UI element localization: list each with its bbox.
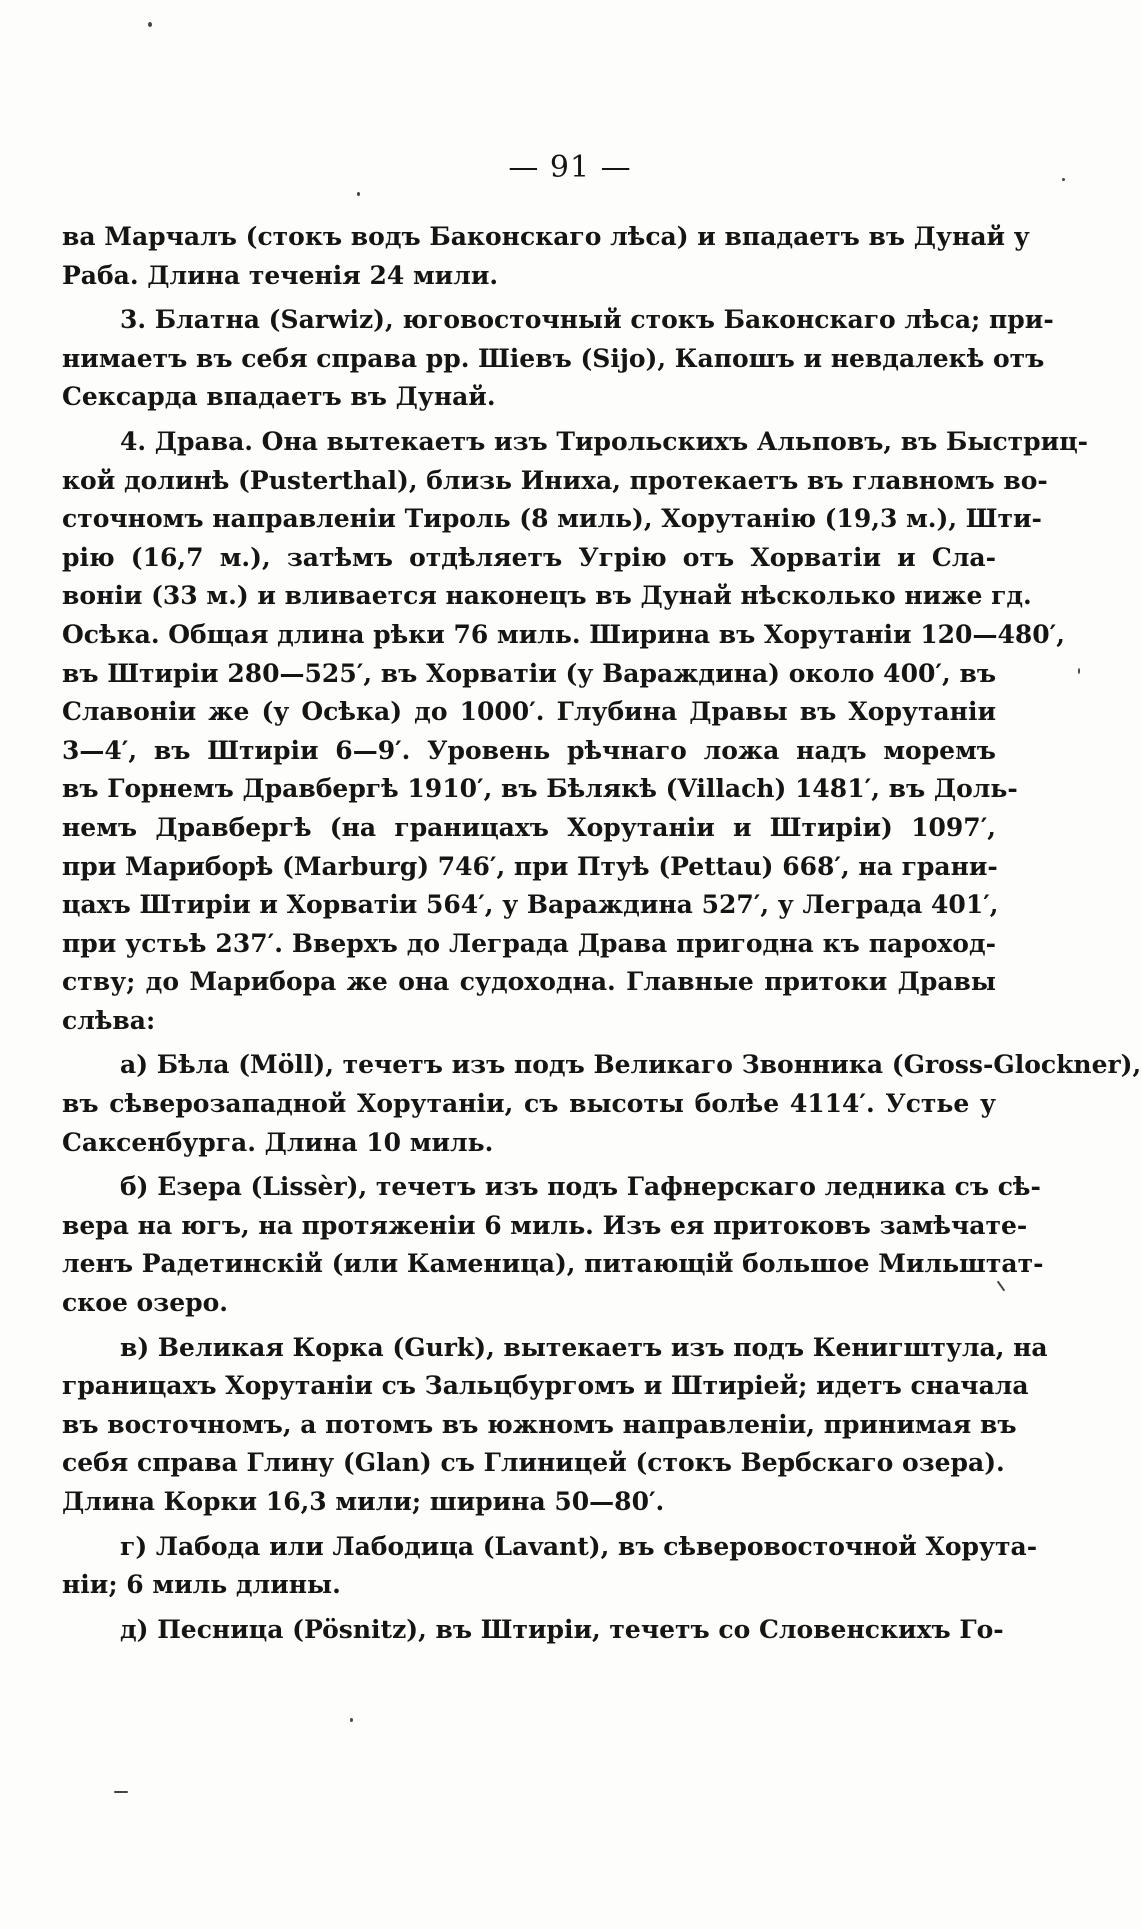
scan-speck [997,1281,1006,1292]
text-line: 4. Драва. Она вытекаетъ изъ Тирольскихъ Альповъ, въ Быстриц- [120,426,1089,456]
text-line: ству; до Марибора же она судоходна. Главные притоки Дравы [62,967,996,997]
text-line: цахъ Штиріи и Хорватіи 564′, у Вараждина 527′, у Леграда 401′, [62,890,999,920]
text-line: в) Великая Корка (Gurk), вытекаетъ изъ подъ Кенигштула, на [120,1332,1048,1362]
text-line: 3—4′, въ Штиріи 6—9′. Уровень рѣчнаго ложа надъ моремъ [62,735,996,765]
paragraph-pesnitsa [62,1611,1004,1650]
text-line: кой долинѣ (Pusterthal), близь Иниха, протекаетъ въ главномъ во- [62,465,1048,495]
text-line: Осѣка. Общая длина рѣки 76 миль. Ширина въ Хорутаніи 120—480′, [62,619,1065,649]
scan-speck [1062,178,1065,181]
text-line: Саксенбурга. Длина 10 миль. [62,1127,494,1157]
text-line: Сексарда впадаетъ въ Дунай. [62,382,496,412]
text-line: ніи; 6 миль длины. [62,1570,341,1600]
text-line: при Мариборѣ (Marburg) 746′, при Птуѣ (Pettau) 668′, на грани- [62,851,998,881]
text-line: границахъ Хорутаніи съ Зальцбургомъ и Штиріей; идетъ сначала [62,1371,1029,1401]
text-line: Славоніи же (у Осѣка) до 1000′. Глубина Дравы въ Хорутаніи [62,697,996,727]
text-line: нимаетъ въ себя справа рр. Шіевъ (Sijo), Капошъ и невдалекѣ отъ [62,343,1045,373]
text-line: вера на югъ, на протяженіи 6 миль. Изъ ея притоковъ замѣчате- [62,1210,1028,1240]
scan-speck [114,1791,128,1793]
text-line: а) Бѣла (Möll), течетъ изъ подъ Великаго Звонника (Gross-Glockner), [120,1050,1141,1080]
text-line: въ Штиріи 280—525′, въ Хорватіи (у Вараждина) около 400′, въ [62,658,996,688]
scan-speck [357,192,360,196]
paragraph-laboda [62,1528,1038,1605]
paragraph-velikaya-korka [62,1329,1048,1522]
page-number: — 91 — [508,150,632,185]
paragraph-blatna [62,301,1054,417]
text-line: г) Лабода или Лабодица (Lavant), въ сѣверовосточной Хорута- [120,1531,1038,1561]
text-line: рію (16,7 м.), затѣмъ отдѣляетъ Угрію отъ Хорватіи и Сла- [62,542,996,572]
text-line: слѣва: [62,1005,156,1035]
paragraph-marchal-continuation [62,218,1030,295]
paragraph-drava [62,423,1089,1041]
text-line: въ восточномъ, а потомъ въ южномъ направленіи, принимая въ [62,1409,1017,1439]
text-line: б) Езера (Lissèr), течетъ изъ подъ Гафнерскаго ледника съ сѣ- [120,1172,1041,1202]
text-line: немъ Дравбергѣ (на границахъ Хорутаніи и Штиріи) 1097′, [62,812,996,842]
text-line: сточномъ направленіи Тироль (8 миль), Хорутанію (19,3 м.), Шти- [62,504,1042,534]
text-line: воніи (33 м.) и вливается наконецъ въ Дунай нѣсколько ниже гд. [62,581,1032,611]
text-line: въ Горнемъ Дравбергѣ 1910′, въ Бѣлякѣ (Villach) 1481′, въ Доль- [62,774,1018,804]
text-line: въ сѣверозападной Хорутаніи, съ высоты болѣе 4114′. Устье у [62,1089,996,1119]
text-line: Длина Корки 16,3 мили; ширина 50—80′. [62,1487,665,1516]
paragraph-bela [62,1046,1141,1162]
text-line: ленъ Радетинскій (или Каменица), питающій большое Мильштат- [62,1249,1044,1279]
text-line: себя справа Глину (Glan) съ Глиницей (стокъ Вербскаго озера). [62,1448,1005,1478]
body-text [62,218,1141,1655]
text-line: ское озеро. [62,1288,228,1318]
paragraph-ezera [62,1168,1044,1322]
text-line: д) Песница (Pösnitz), въ Штиріи, течетъ со Словенскихъ Го- [120,1614,1004,1644]
scan-speck [1078,668,1080,674]
scan-speck [148,22,152,27]
scan-speck [350,1718,353,1722]
text-line: Раба. Длина теченія 24 мили. [62,260,499,290]
text-line: при устьѣ 237′. Вверхъ до Леграда Драва пригодна къ пароход- [62,928,996,958]
text-line: 3. Блатна (Sarwiz), юговосточный стокъ Баконскаго лѣса; при- [120,305,1054,335]
text-line: ва Марчалъ (стокъ водъ Баконскаго лѣса) и впадаетъ въ Дунай у [62,222,1030,251]
